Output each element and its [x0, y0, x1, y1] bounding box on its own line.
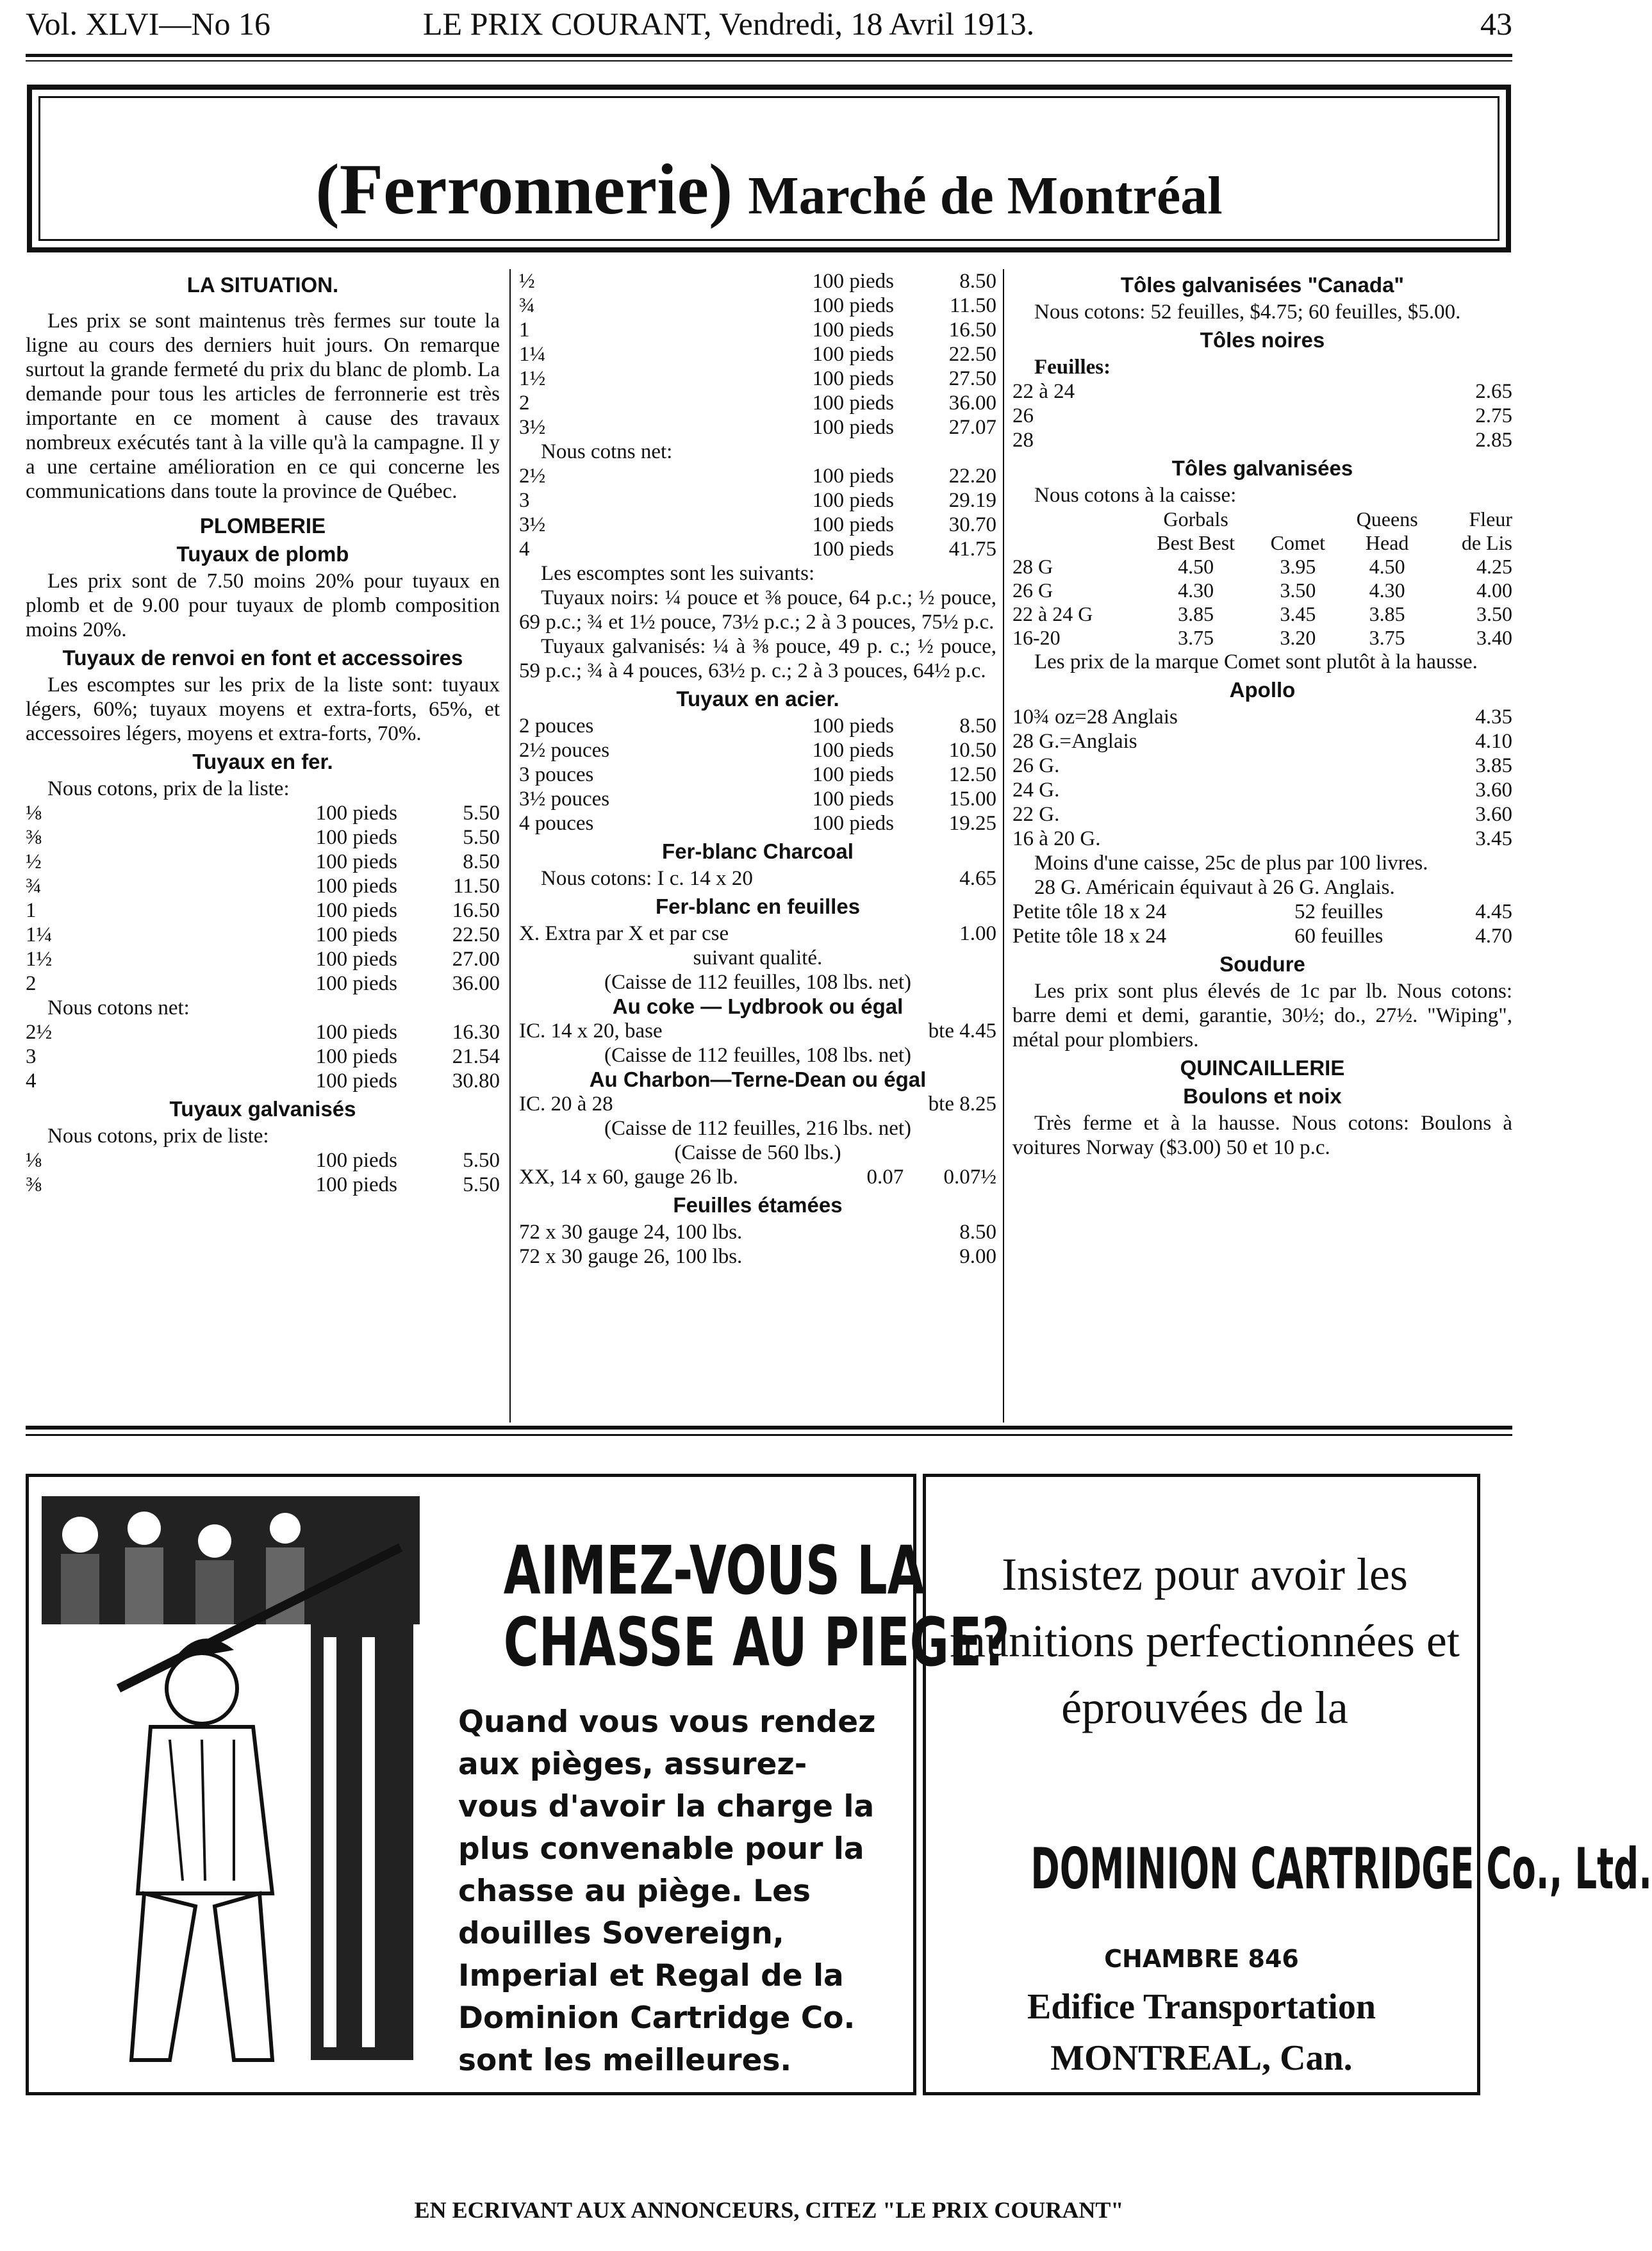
price-row-size: 3 [519, 489, 530, 512]
price-row-price: 8.50 [463, 850, 500, 873]
price-row-size: 2½ [519, 465, 546, 488]
price-row-price: 11.50 [452, 875, 500, 898]
hunter-illustration-icon [42, 1496, 420, 2073]
renvoi-heading: Tuyaux de renvoi en font et accessoires [62, 646, 463, 670]
price-row [1012, 404, 1512, 428]
header-rule [26, 54, 1512, 57]
price-row [1012, 729, 1512, 754]
renvoi-text: Les escomptes sur les prix de la liste sont: tuyaux légers, 60%; tuyaux moyens et extra-forts, 65%, et accessoires légers, moyens et extra-forts, 70%. [26, 673, 500, 745]
price-row-size: 1¼ [519, 343, 546, 366]
price-row-size: ⅛ [26, 802, 42, 825]
feuilles-label: Feuilles: [1034, 356, 1111, 379]
price-row-desc: 72 x 30 gauge 26, 100 lbs. [519, 1245, 743, 1268]
price-row-size: 4 pouces [519, 812, 594, 835]
noires-heading: Tôles noires [1200, 328, 1325, 352]
price-row-qty: 100 pieds [315, 1045, 397, 1068]
charbon-heading: Au Charbon—Terne-Dean ou égal [589, 1068, 927, 1091]
etamees-price-list [519, 1220, 996, 1269]
price-row [519, 342, 996, 367]
chambre-number: CHAMBRE 846 [1104, 1945, 1299, 1973]
price-row-price: 27.00 [452, 948, 500, 971]
price-row [519, 1220, 996, 1244]
price-row-price: 8.50 [959, 270, 996, 293]
price-row-size: ½ [519, 270, 535, 293]
price-row-price: 8.50 [959, 1221, 996, 1244]
tuyaux-plomb-text: Les prix sont de 7.50 moins 20% pour tuyaux en plomb et de 9.00 pour tuyaux de plomb composition moins 20%. [26, 570, 500, 641]
price-row-size: ¾ [26, 875, 42, 898]
price-row-price: 3.85 [1475, 754, 1512, 777]
price-row [26, 898, 500, 923]
fer-intro: Nous cotons, prix de la liste: [47, 777, 290, 800]
comet-note: Les prix de la marque Comet sont plutôt à la hausse. [1034, 650, 1478, 673]
canada-text: Nous cotons: 52 feuilles, $4.75; 60 feuilles, $5.00. [1034, 301, 1461, 324]
price-row-qty: 100 pieds [812, 318, 894, 342]
price-row [519, 367, 996, 391]
city-name: MONTREAL, Can. [1050, 2038, 1353, 2078]
price-row-qty: 100 pieds [315, 1069, 397, 1093]
price-row-qty: 100 pieds [812, 513, 894, 536]
price-row [519, 537, 996, 561]
price-row-size: 2 pouces [519, 714, 594, 738]
price-row [1012, 754, 1512, 778]
price-row-qty: 100 pieds [315, 850, 397, 873]
price-row-price: 4.70 [1475, 925, 1512, 948]
tuyaux-noirs-text: Tuyaux noirs: ¼ pouce et ⅜ pouce, 64 p.c.; ½ pouce, 69 p.c.; ¾ et 1½ pouce, 73½ p.c.; 2 à 3 pouces, 75½ p.c. [519, 586, 996, 634]
price-row [26, 1173, 500, 1197]
moins-text: Moins d'une caisse, 25c de plus par 100 livres. [1034, 852, 1428, 875]
quincaillerie-heading: QUINCAILLERIE [1180, 1056, 1345, 1080]
column-divider-1 [509, 269, 511, 1422]
galvanises-intro: Nous cotons, prix de liste: [47, 1125, 269, 1148]
price-row-price: 21.54 [452, 1045, 500, 1068]
xx-row: XX, 14 x 60, gauge 26 lb. 0.07 0.07½ [519, 1166, 996, 1189]
galv-heading: Tôles galvanisées [1171, 456, 1353, 480]
price-row-price: 15.00 [948, 787, 996, 811]
x-extra-row: X. Extra par X et par cse 1.00 [519, 922, 996, 945]
etamees-heading: Feuilles étamées [673, 1193, 843, 1217]
banner-title-part1: (Ferronnerie) [315, 150, 733, 229]
galv-table-cell: 3.95 [1280, 555, 1316, 578]
galv-table-cell: 3.75 [1369, 626, 1405, 649]
galv-table-cell: 3.40 [1476, 626, 1512, 649]
charcoal-row: Nous cotons: I c. 14 x 20 4.65 [541, 867, 996, 890]
price-row-size: 3 [26, 1045, 37, 1068]
price-row-price: 5.50 [463, 1149, 500, 1172]
ad-body-text: Quand vous vous rendez aux pièges, assurez-vous d'avoir la charge la plus convenable pour la chasse au piège. Les douilles Sovereign, Imperial et Regal de la Dominion Cartridge Co. sont les meilleures. [458, 1704, 876, 2078]
price-row-qty: 100 pieds [812, 812, 894, 835]
galvanises-price-list [26, 1148, 500, 1197]
price-row-price: 2.75 [1475, 404, 1512, 427]
price-row-size: 28 [1012, 429, 1034, 452]
tuyaux-plomb-heading: Tuyaux de plomb [176, 542, 349, 566]
price-row-qty: 100 pieds [315, 802, 397, 825]
galv-table-row [1012, 602, 1512, 626]
boulons-heading: Boulons et noix [1183, 1084, 1342, 1108]
apollo-price-list [1012, 705, 1512, 851]
price-row-qty: 100 pieds [812, 763, 894, 786]
price-row-qty: 100 pieds [315, 923, 397, 946]
price-row-qty: 100 pieds [315, 826, 397, 849]
price-row [26, 1044, 500, 1069]
price-row-price: 36.00 [452, 972, 500, 995]
price-row-price: 5.50 [463, 1173, 500, 1196]
apollo-heading: Apollo [1229, 678, 1296, 702]
ic-2028-row: IC. 20 à 28 bte 8.25 [519, 1093, 996, 1116]
price-row-size: 1¼ [26, 923, 53, 946]
price-row-size: 26 [1012, 404, 1034, 427]
price-row-qty: 100 pieds [315, 972, 397, 995]
ad-separator-rule [26, 1426, 1512, 1430]
price-row-price: 22.50 [452, 923, 500, 946]
galv-intro: Nous cotons à la caisse: [1034, 484, 1237, 507]
column-divider-2 [1003, 269, 1004, 1422]
price-row [519, 269, 996, 293]
banner-title-part2: Marché de Montréal [748, 166, 1223, 226]
tuyaux-fer-heading: Tuyaux en fer. [192, 750, 333, 773]
price-row-size: 4 [519, 538, 530, 561]
price-row [519, 391, 996, 415]
price-row-sheets: 60 feuilles [1294, 925, 1384, 948]
price-row-qty: 100 pieds [315, 1021, 397, 1044]
price-row-price: 11.50 [949, 294, 996, 317]
price-row [519, 318, 996, 342]
cartridge-ad [923, 1474, 1652, 2095]
ad-headline [503, 1531, 1010, 1681]
price-row-size: 10¾ oz=28 Anglais [1012, 705, 1178, 729]
price-row-price: 2.65 [1475, 380, 1512, 403]
price-row [1012, 428, 1512, 452]
price-row-sheets: 52 feuilles [1294, 900, 1384, 923]
acier-price-list [519, 714, 996, 836]
price-row [26, 825, 500, 850]
price-row-price: 16.50 [452, 899, 500, 922]
price-row-size: 4 [26, 1069, 37, 1093]
price-row-qty: 100 pieds [812, 489, 894, 512]
price-row-qty: 100 pieds [315, 899, 397, 922]
galv-table-row [1012, 626, 1512, 650]
price-row-price: 16.50 [948, 318, 996, 342]
ad-separator-rule-thin [26, 1434, 1512, 1436]
coke-heading: Au coke — Lydbrook ou égal [612, 994, 904, 1018]
price-row-size: 2 [26, 972, 37, 995]
price-row-size: ⅜ [26, 826, 42, 849]
escomptes-label: Les escomptes sont les suivants: [541, 562, 815, 585]
suivant-line: suivant qualité. [693, 946, 823, 969]
column-3 [1012, 269, 1512, 1160]
galv-table-cell: 3.50 [1280, 579, 1316, 602]
price-row-size: 16 à 20 G. [1012, 827, 1101, 850]
price-row [519, 738, 996, 763]
price-row [519, 1244, 996, 1269]
price-row-size: 22 à 24 [1012, 380, 1075, 403]
price-row [1012, 379, 1512, 404]
galv-table-cell: 3.45 [1280, 602, 1316, 625]
tuyaux-galvanises-text: Tuyaux galvanisés: ¼ à ⅜ pouce, 49 p. c.; ½ pouce, 59 p.c.; ¾ à 4 pouces, 63½ p. c.; 2 à 3 pouces, 64½ p.c. [519, 635, 996, 682]
price-row-size: ⅛ [26, 1149, 42, 1172]
galv-table-cell: 3.50 [1476, 602, 1512, 625]
price-row-price: 16.30 [452, 1021, 500, 1044]
galv-table-cell: 4.30 [1369, 579, 1405, 602]
price-row-price: 12.50 [948, 763, 996, 786]
price-row-qty: 100 pieds [812, 343, 894, 366]
price-row-qty: 100 pieds [315, 1149, 397, 1172]
edifice-name: Edifice Transportation [1027, 1987, 1376, 2027]
canada-heading: Tôles galvanisées "Canada" [1120, 273, 1405, 297]
price-row-price: 8.50 [959, 714, 996, 738]
galv-table-cell: 16-20 [1012, 626, 1061, 649]
price-row-price: 3.45 [1475, 827, 1512, 850]
price-row-size: 3 pouces [519, 763, 594, 786]
price-row-size: ½ [26, 850, 42, 873]
price-row-qty: 100 pieds [812, 465, 894, 488]
price-row [1012, 924, 1512, 948]
price-row [26, 801, 500, 825]
price-row-size: 22 G. [1012, 803, 1060, 826]
cartridge-ad-text: Insistez pour avoir les munitions perfectionnées et éprouvées de la [950, 1549, 1460, 1733]
price-row-price: 30.70 [948, 513, 996, 536]
petite-tole-list [1012, 900, 1512, 948]
galv-table-cell: 26 G [1012, 579, 1053, 602]
price-row-price: 2.85 [1475, 429, 1512, 452]
galv-table-cell: 4.25 [1476, 555, 1512, 578]
galv-table-cell: 22 à 24 G [1012, 602, 1093, 625]
price-row [519, 464, 996, 488]
price-row-price: 9.00 [959, 1245, 996, 1268]
galv-table-row [1012, 555, 1512, 579]
caisse-2: (Caisse de 112 feuilles, 108 lbs. net) [604, 1044, 911, 1067]
price-row [519, 811, 996, 836]
price-row [26, 1148, 500, 1173]
price-row-size: 26 G. [1012, 754, 1060, 777]
price-row-size: 1½ [519, 367, 546, 390]
price-row-size: 1 [519, 318, 530, 342]
caisse-4: (Caisse de 560 lbs.) [674, 1141, 841, 1164]
price-row [26, 1069, 500, 1093]
galv-table-cell: 3.85 [1369, 602, 1405, 625]
price-row-size: 1½ [26, 948, 53, 971]
galv-table-cell: 3.85 [1178, 602, 1214, 625]
fer-price-list [26, 801, 500, 996]
price-row-qty: 100 pieds [812, 538, 894, 561]
galv-table [1012, 507, 1512, 650]
boulons-text: Très ferme et à la hausse. Nous cotons: Boulons à voitures Norway ($3.00) 50 et 10 p.c. [1012, 1112, 1512, 1159]
galvanises-heading: Tuyaux galvanisés [169, 1097, 356, 1121]
price-row-qty: 100 pieds [812, 270, 894, 293]
price-row [519, 763, 996, 787]
price-row-size: 2½ [26, 1021, 53, 1044]
newspaper-title: LE PRIX COURANT, Vendredi, 18 Avril 1913. [423, 6, 1035, 42]
price-row-qty: 100 pieds [315, 875, 397, 898]
price-row-size: ¾ [519, 294, 535, 317]
price-row [519, 488, 996, 513]
price-row [519, 787, 996, 811]
price-row-qty: 100 pieds [315, 948, 397, 971]
galv-table-cell: 28 G [1012, 555, 1053, 578]
galv-table-header: Best Best Comet Head de Lis [1157, 531, 1512, 554]
situation-text: Les prix se sont maintenus très fermes sur toute la ligne au cours des derniers huit jours. On remarque surtout la grande fermeté du prix du blanc de plomb. La demande pour tous les articles de ferronnerie est très importante en ce moment à cause des travaux nombreux exécutés tant à la ville qu'à la campagne. Il y a une certaine amélioration en ce qui concerne les communications dans toute la province de Québec. [26, 309, 500, 503]
plomberie-heading: PLOMBERIE [199, 514, 326, 538]
galv-table-cell: 4.30 [1178, 579, 1214, 602]
price-row-price: 4.35 [1475, 705, 1512, 729]
price-row [1012, 900, 1512, 924]
price-row [1012, 778, 1512, 802]
price-row [26, 850, 500, 874]
price-row-price: 29.19 [948, 489, 996, 512]
price-row-size: 2½ pouces [519, 739, 610, 762]
ic-base-row: IC. 14 x 20, base bte 4.45 [519, 1019, 996, 1043]
galv-table-row [1012, 579, 1512, 602]
soudure-text: Les prix sont plus élevés de 1c par lb. Nous cotons: barre demi et demi, garantie, 30½; do., 27½. "Wiping", métal pour plombiers. [1012, 980, 1512, 1051]
price-row [26, 1020, 500, 1044]
price-row-size: 28 G.=Anglais [1012, 730, 1137, 753]
volume-number: Vol. XLVI—No 16 [26, 6, 270, 42]
column-1 [26, 269, 500, 1197]
price-row-qty: 100 pieds [315, 1173, 397, 1196]
price-row-price: 36.00 [948, 392, 996, 415]
price-row-size: 2 [519, 392, 530, 415]
fer-net-label: Nous cotons net: [47, 996, 190, 1019]
price-row-price: 22.20 [948, 465, 996, 488]
price-row-price: 4.10 [1475, 730, 1512, 753]
price-row [26, 971, 500, 996]
price-row-price: 27.07 [948, 416, 996, 439]
price-row-price: 5.50 [463, 826, 500, 849]
price-row-size: 3½ [519, 513, 546, 536]
price-row-price: 27.50 [948, 367, 996, 390]
price-row-size: Petite tôle 18 x 24 [1012, 900, 1167, 923]
column-2 [519, 269, 996, 1269]
net-label: Nous cotns net: [541, 440, 673, 463]
caisse-1: (Caisse de 112 feuilles, 108 lbs. net) [604, 971, 911, 994]
price-row [519, 714, 996, 738]
price-row-size: ⅜ [26, 1173, 42, 1196]
price-row-qty: 100 pieds [812, 392, 894, 415]
price-row-price: 19.25 [948, 812, 996, 835]
header-rule-thin [26, 60, 1512, 62]
galv-table-header: Gorbals Queens Fleur [1163, 507, 1512, 531]
feuilles-heading: Fer-blanc en feuilles [655, 895, 861, 918]
soudure-heading: Soudure [1219, 952, 1305, 976]
caisse-3: (Caisse de 112 feuilles, 216 lbs. net) [604, 1117, 911, 1140]
footer-notice: EN ECRIVANT AUX ANNONCEURS, CITEZ "LE PRIX COURANT" [414, 2197, 1124, 2223]
price-row-price: 22.50 [948, 343, 996, 366]
price-row [519, 513, 996, 537]
price-row-qty: 100 pieds [812, 367, 894, 390]
price-row [1012, 802, 1512, 827]
galv-table-cell: 3.75 [1178, 626, 1214, 649]
price-row [1012, 705, 1512, 729]
galv-table-cell: 4.50 [1178, 555, 1214, 578]
price-row-qty: 100 pieds [812, 787, 894, 811]
situation-heading: LA SITUATION. [186, 273, 339, 297]
page-header [26, 5, 1512, 50]
galv-table-cell: 4.50 [1369, 555, 1405, 578]
price-row-desc: 72 x 30 gauge 24, 100 lbs. [519, 1221, 743, 1244]
section-banner [27, 85, 1511, 252]
price-row [519, 293, 996, 318]
charcoal-heading: Fer-blanc Charcoal [662, 839, 854, 863]
page-number: 43 [1480, 6, 1512, 42]
price-row-qty: 100 pieds [812, 739, 894, 762]
fer-net-price-list [26, 1020, 500, 1093]
galv-table-cell: 4.00 [1476, 579, 1512, 602]
price-row-size: 3½ pouces [519, 787, 610, 811]
noires-price-list [1012, 379, 1512, 452]
ad-headline-line2: CHASSE AU PIEGE? [503, 1603, 1010, 1681]
americain-text: 28 G. Américain équivaut à 26 G. Anglais. [1034, 876, 1395, 899]
price-row-price: 3.60 [1475, 803, 1512, 826]
net-price-list [519, 464, 996, 561]
banner-title [32, 149, 1506, 231]
price-row [26, 874, 500, 898]
price-row-qty: 100 pieds [812, 294, 894, 317]
price-row [1012, 827, 1512, 851]
price-row-size: 1 [26, 899, 37, 922]
acier-heading: Tuyaux en acier. [676, 687, 839, 711]
galvanises-price-list-cont [519, 269, 996, 440]
hunting-ad [26, 1474, 1010, 2095]
price-row-price: 5.50 [463, 802, 500, 825]
price-row-price: 30.80 [452, 1069, 500, 1093]
price-row-qty: 100 pieds [812, 714, 894, 738]
price-row-price: 4.45 [1475, 900, 1512, 923]
price-row-size: 3½ [519, 416, 546, 439]
price-row-size: Petite tôle 18 x 24 [1012, 925, 1167, 948]
price-row-price: 3.60 [1475, 779, 1512, 802]
price-row-qty: 100 pieds [812, 416, 894, 439]
price-row [26, 923, 500, 947]
price-row [26, 947, 500, 971]
galv-table-cell: 3.20 [1280, 626, 1316, 649]
price-row-size: 24 G. [1012, 779, 1060, 802]
price-row-price: 41.75 [948, 538, 996, 561]
ad-headline-line1: AIMEZ-VOUS LA [503, 1531, 925, 1610]
price-row [519, 415, 996, 440]
price-row-price: 10.50 [948, 739, 996, 762]
company-name: DOMINION CARTRIDGE Co., Ltd. [1030, 1836, 1652, 1902]
